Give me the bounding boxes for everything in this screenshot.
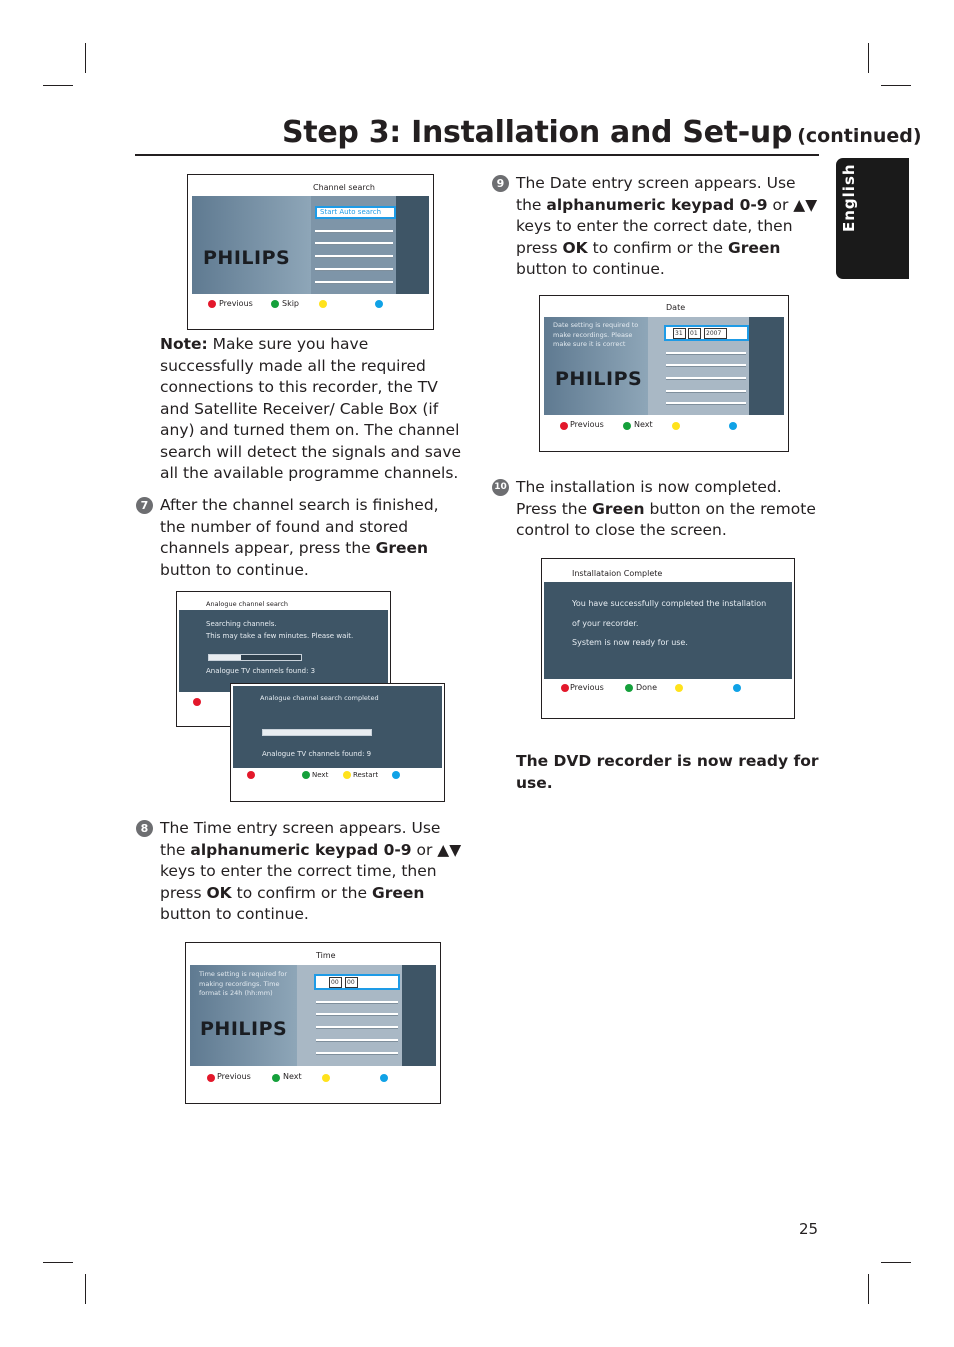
title-rule <box>135 154 819 156</box>
blue-button-icon <box>733 684 741 692</box>
yellow-button-icon <box>322 1074 330 1082</box>
step-7-green: Green <box>375 539 429 557</box>
crop-mark <box>881 1262 911 1263</box>
date-screen <box>539 295 789 452</box>
restart-label[interactable]: Restart <box>353 771 379 779</box>
screen-title: Time <box>316 951 336 960</box>
ready-statement: The DVD recorder is now ready for use. <box>516 752 819 792</box>
crop-mark <box>868 43 869 73</box>
green-button-icon <box>623 422 631 430</box>
hours-field[interactable]: 00 <box>329 977 342 988</box>
start-auto-search-item[interactable]: Start Auto search <box>315 206 396 219</box>
screen-title: Date <box>666 303 686 312</box>
language-tab-label: English <box>840 163 858 232</box>
red-button-icon <box>193 698 201 706</box>
installation-complete-screen <box>541 558 795 719</box>
screen-title: Analogue channel search completed <box>260 694 379 702</box>
blue-button-icon <box>729 422 737 430</box>
step-9-number: 9 <box>492 175 509 192</box>
step-9-text-g: button to continue. <box>516 260 665 278</box>
blue-button-icon <box>392 771 400 779</box>
search-progress-bar <box>208 654 302 661</box>
page-number: 25 <box>799 1220 819 1238</box>
step-8-keypad: alphanumeric keypad 0-9 <box>190 840 412 859</box>
month-field[interactable]: 01 <box>688 328 701 339</box>
menu-line <box>315 230 393 232</box>
menu-line <box>316 1039 398 1041</box>
yellow-button-icon <box>319 300 327 308</box>
wait-text: This may take a few minutes. Please wait. <box>206 632 354 640</box>
crop-mark <box>881 85 911 86</box>
menu-line <box>315 242 393 244</box>
menu-line <box>315 268 393 270</box>
green-button-icon <box>271 300 279 308</box>
next-label[interactable]: Next <box>283 1072 302 1081</box>
time-screen <box>185 942 441 1104</box>
complete-progress-fill <box>263 730 371 735</box>
menu-line <box>316 1026 398 1028</box>
page-title-text: Step 3: Installation and Set-up <box>282 115 793 150</box>
side-panel <box>402 965 436 1066</box>
blue-button-icon <box>380 1074 388 1082</box>
step-7-text-c: button to continue. <box>160 560 309 579</box>
minutes-field[interactable]: 00 <box>345 977 358 988</box>
analogue-complete-screen <box>230 683 445 802</box>
next-label[interactable]: Next <box>634 420 653 429</box>
menu-line <box>666 390 746 392</box>
step-9-keypad: alphanumeric keypad 0-9 <box>546 195 768 214</box>
complete-line-3: System is now ready for use. <box>572 638 688 647</box>
menu-line <box>316 1052 398 1054</box>
yellow-button-icon <box>343 771 351 779</box>
menu-line <box>666 364 746 366</box>
note-label: Note: <box>160 335 208 353</box>
red-button-icon <box>560 422 568 430</box>
step-8-text-g: button to continue. <box>160 905 309 923</box>
side-panel <box>749 317 784 415</box>
step-7-text <box>160 495 460 581</box>
step-8-text-c: or ▲▼ keys to enter the correct time, then press <box>160 840 462 902</box>
language-tab <box>836 158 909 279</box>
menu-line <box>666 377 746 379</box>
philips-logo: PHILIPS <box>200 1018 288 1040</box>
channel-search-screen <box>187 174 434 330</box>
day-field[interactable]: 31 <box>673 328 686 339</box>
year-field[interactable]: 2007 <box>704 328 727 339</box>
step-9-ok: OK <box>562 238 588 257</box>
screen-title: Channel search <box>313 183 375 192</box>
step-9-text-e: to confirm or the <box>587 238 728 257</box>
yellow-button-icon <box>675 684 683 692</box>
step-10-text <box>516 477 821 542</box>
philips-logo: PHILIPS <box>555 368 643 390</box>
step-10-green: Green <box>592 499 645 518</box>
step-8-text <box>160 818 462 926</box>
menu-line <box>315 255 393 257</box>
blue-button-icon <box>375 300 383 308</box>
red-button-icon <box>561 684 569 692</box>
side-panel <box>396 196 429 294</box>
crop-mark <box>85 1274 86 1304</box>
previous-label[interactable]: Previous <box>217 1072 251 1081</box>
step-9-green: Green <box>727 238 781 257</box>
yellow-button-icon <box>672 422 680 430</box>
menu-line <box>316 1001 398 1003</box>
done-label[interactable]: Done <box>636 683 658 692</box>
previous-label[interactable]: Previous <box>570 420 604 429</box>
step-10-number: 10 <box>492 479 509 496</box>
step-8-green: Green <box>371 883 425 902</box>
date-info-text: Date setting is required to make recordings. Please make sure it is correct <box>553 321 639 348</box>
menu-line <box>316 1013 398 1015</box>
step-10-text-c: button on the remote control to close the screen. <box>516 499 816 539</box>
screen-title: Analogue channel search <box>206 600 289 608</box>
page-title <box>282 115 922 150</box>
screen-title: Installataion Complete <box>572 569 663 578</box>
step-7-number: 7 <box>136 497 153 514</box>
next-label[interactable]: Next <box>312 771 329 779</box>
crop-mark <box>868 1274 869 1304</box>
step-9-text-c: or ▲▼ keys to enter the correct date, then press <box>516 195 818 257</box>
menu-line <box>666 402 746 404</box>
green-button-icon <box>272 1074 280 1082</box>
crop-mark <box>43 85 73 86</box>
skip-label[interactable]: Skip <box>282 299 300 308</box>
red-button-icon <box>208 300 216 308</box>
brand-panel <box>192 196 311 294</box>
green-button-icon <box>302 771 310 779</box>
previous-label[interactable]: Previous <box>219 299 253 308</box>
time-info-text: Time setting is required for making recordings. Time format is 24h (hh:mm) <box>199 970 288 997</box>
complete-panel <box>544 582 792 679</box>
searching-text: Searching channels. <box>206 620 277 628</box>
complete-line-2: of your recorder. <box>572 619 639 628</box>
step-10-text-a: The installation is now completed. Press the <box>516 478 782 518</box>
channels-found-text: Analogue TV channels found: 3 <box>206 667 316 675</box>
channels-found-text: Analogue TV channels found: 9 <box>262 750 372 758</box>
step-7-text-a: After the channel search is finished, the number of found and stored channels appear, press the <box>160 496 439 557</box>
step-9-text <box>516 173 820 281</box>
menu-line <box>315 281 393 283</box>
philips-logo: PHILIPS <box>203 247 291 269</box>
note-paragraph <box>160 334 465 485</box>
complete-line-1: You have successfully completed the installation <box>572 599 767 608</box>
red-button-icon <box>207 1074 215 1082</box>
step-8-text-a: The Time entry screen appears. Use the <box>160 819 441 859</box>
step-9-text-a: The Date entry screen appears. Use the <box>516 174 796 214</box>
step-8-ok: OK <box>206 883 232 902</box>
search-progress-fill <box>209 655 241 660</box>
crop-mark <box>43 1262 73 1263</box>
previous-label[interactable]: Previous <box>570 683 604 692</box>
green-button-icon <box>625 684 633 692</box>
step-8-text-e: to confirm or the <box>231 883 372 902</box>
step-8-number: 8 <box>136 820 153 837</box>
complete-progress-bar <box>262 729 372 736</box>
menu-line <box>666 352 746 354</box>
crop-mark <box>85 43 86 73</box>
red-button-icon <box>247 771 255 779</box>
page-title-continued: (continued) <box>797 125 922 147</box>
note-body: Make sure you have successfully made all the required connections to this recorder, the TV and Satellite Receiver/ Cable Box (if any) and turned them on. The channel search will detect the signals and save all the available programme channels. <box>160 335 462 482</box>
